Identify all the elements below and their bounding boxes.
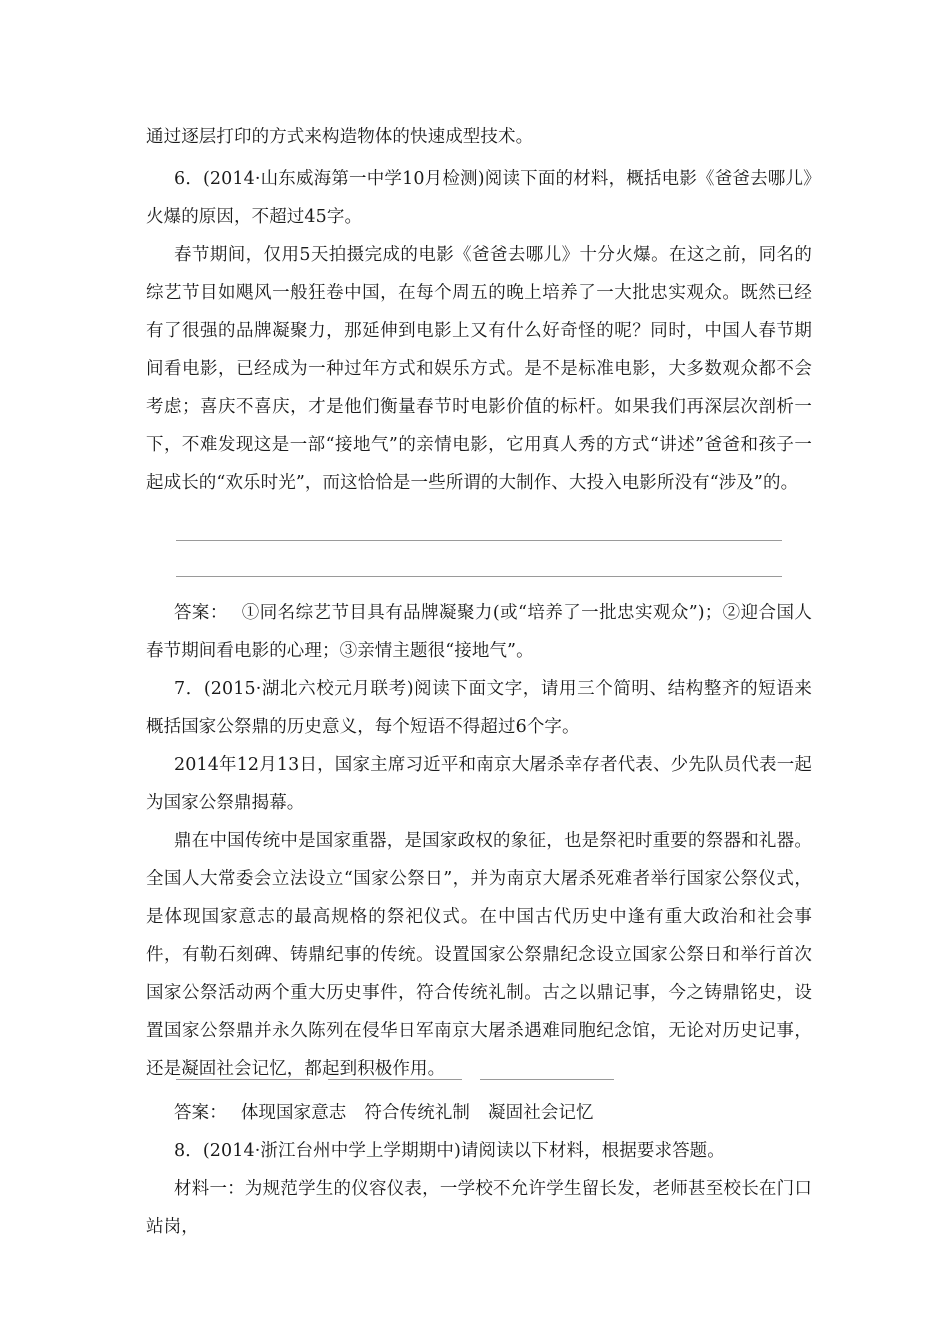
answer-blank-short-1 xyxy=(176,1079,310,1080)
question-7-answer xyxy=(146,1094,812,1132)
answer-label: 答案： xyxy=(174,1103,227,1123)
answer-blank-short-3 xyxy=(480,1079,614,1080)
answer-blank-line-2 xyxy=(176,576,782,577)
question-7-prompt: 7．(2015·湖北六校元月联考)阅读下面文字，请用三个简明、结构整齐的短语来概括国家公祭鼎的历史意义，每个短语不得超过6个字。 xyxy=(146,679,812,737)
answer-phrase-3: 凝固社会记忆 xyxy=(488,1103,594,1123)
question-8-prompt: 8．(2014·浙江台州中学上学期期中)请阅读以下材料，根据要求答题。 xyxy=(174,1141,725,1161)
question-6-answer xyxy=(146,594,812,670)
answer-blank-line-1 xyxy=(176,540,782,541)
question-6-material: 春节期间，仅用5天拍摄完成的电影《爸爸去哪儿》十分火爆。在这之前，同名的综艺节目如飓风一般狂卷中国，在每个周五的晚上培养了一大批忠实观众。既然已经有了很强的品牌凝聚力，那延伸到电影上又有什么好奇怪的呢？同时，中国人春节期间看电影，已经成为一种过年方式和娱乐方式。是不是标准电影，大多数观众都不会考虑；喜庆不喜庆，才是他们衡量春节时电影价值的标杆。如果我们再深层次剖析一下，不难发现这是一部“接地气”的亲情电影，它用真人秀的方式“讲述”爸爸和孩子一起成长的“欢乐时光”，而这恰恰是一些所谓的大制作、大投入电影所没有“涉及”的。 xyxy=(146,245,812,493)
answer-text: ①同名综艺节目具有品牌凝聚力(或“培养了一批忠实观众”)；②迎合国人春节期间看电影的心理；③亲情主题很“接地气”。 xyxy=(146,603,812,661)
question-7-material-1: 2014年12月13日，国家主席习近平和南京大屠杀幸存者代表、少先队员代表一起为国家公祭鼎揭幕。 xyxy=(146,755,812,813)
question-8-material-1: 材料一：为规范学生的仪容仪表，一学校不允许学生留长发，老师甚至校长在门口站岗， xyxy=(146,1179,812,1237)
intro-tail-paragraph: 通过逐层打印的方式来构造物体的快速成型技术。 xyxy=(146,127,534,147)
answer-phrase-2: 符合传统礼制 xyxy=(364,1103,471,1123)
question-7-material-2: 鼎在中国传统中是国家重器，是国家政权的象征，也是祭祀时重要的祭器和礼器。全国人大常委会立法设立“国家公祭日”，并为南京大屠杀死难者举行国家公祭仪式，是体现国家意志的最高规格的祭祀仪式。在中国古代历史中逢有重大政治和社会事件，有勒石刻碑、铸鼎纪事的传统。设置国家公祭鼎纪念设立国家公祭日和举行首次国家公祭活动两个重大历史事件，符合传统礼制。古之以鼎记事，今之铸鼎铭史，设置国家公祭鼎并永久陈列在侵华日军南京大屠杀遇难同胞纪念馆，无论对历史记事，还是凝固社会记忆，都起到积极作用。 xyxy=(146,831,812,1079)
answer-phrase-1: 体现国家意志 xyxy=(240,1103,347,1123)
answer-blank-short-2 xyxy=(328,1079,462,1080)
question-6-prompt: 6．(2014·山东威海第一中学10月检测)阅读下面的材料，概括电影《爸爸去哪儿》火爆的原因，不超过45字。 xyxy=(146,169,812,227)
answer-label: 答案： xyxy=(174,603,228,623)
